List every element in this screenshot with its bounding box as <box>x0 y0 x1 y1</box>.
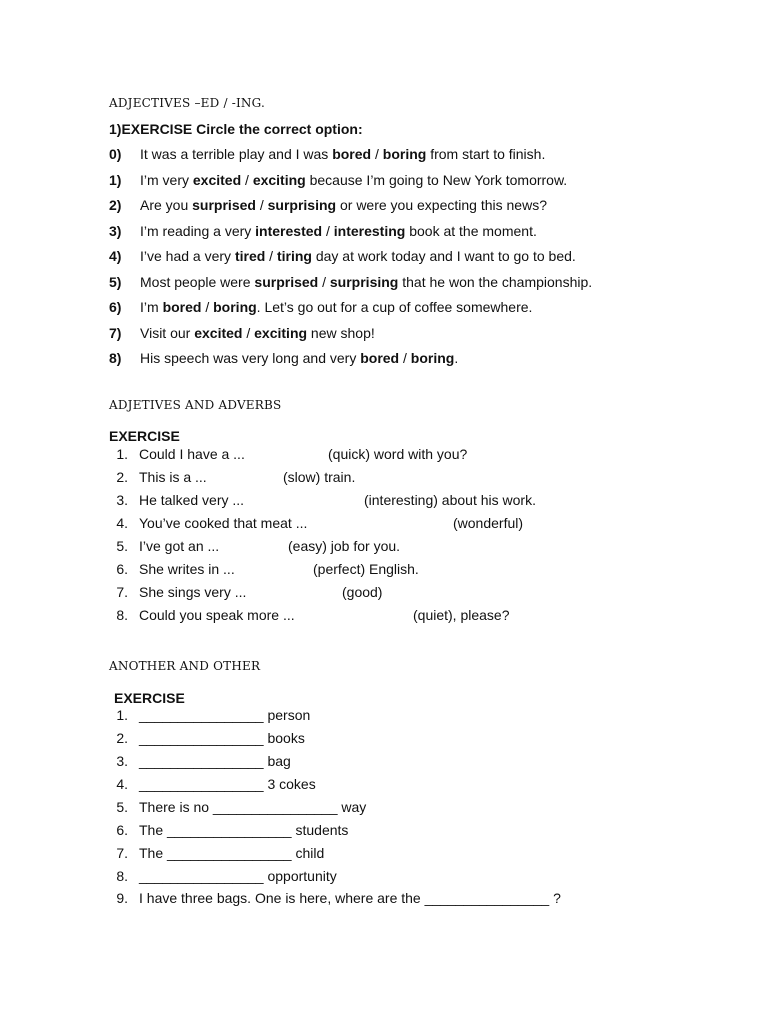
list-item: 8. Could you speak more ... (quiet), please? <box>116 607 510 623</box>
list-item: 5) Most people were surprised / surprising that he won the championship. <box>109 274 593 290</box>
list-item: 3) I’m reading a very interested / interesting book at the moment. <box>109 223 537 239</box>
list-item: 4) I’ve had a very tired / tiring day at work today and I want to go to bed. <box>109 248 576 264</box>
list-item: 0) It was a terrible play and I was bored / boring from start to finish. <box>109 146 546 162</box>
list-item: 6. She writes in ... (perfect) English. <box>116 561 419 577</box>
list-item: 9. I have three bags. One is here, where are the ________________ ? <box>116 890 561 906</box>
list-item: 2. ________________ books <box>116 730 305 746</box>
list-item: 1. Could I have a ... (quick) word with you? <box>116 446 468 462</box>
list-item: 6. The ________________ students <box>116 822 349 838</box>
list-item: 5. I’ve got an ... (easy) job for you. <box>116 538 401 554</box>
list-item: 4. ________________ 3 cokes <box>116 776 316 792</box>
section2-title: ADJETIVES AND ADVERBS <box>109 398 282 412</box>
list-item: 1) I’m very excited / exciting because I’m going to New York tomorrow. <box>109 172 568 188</box>
list-item: 8. ________________ opportunity <box>116 868 337 884</box>
section3-title: ANOTHER AND OTHER <box>109 659 261 673</box>
list-item: 3. He talked very ... (interesting) about his work. <box>116 492 536 508</box>
list-item: 7. The ________________ child <box>116 845 325 861</box>
list-item: 7. She sings very ... (good) <box>116 584 383 600</box>
list-item: 8) His speech was very long and very bored / boring. <box>109 350 459 366</box>
list-item: 1. ________________ person <box>116 707 311 723</box>
section1-exercise-label: 1)EXERCISE <box>109 121 193 137</box>
list-item: 2) Are you surprised / surprising or were you expecting this news? <box>109 197 547 213</box>
list-item: 6) I’m bored / boring. Let’s go out for a cup of coffee somewhere. <box>109 299 533 315</box>
section1-title: ADJECTIVES –ED / -ING. <box>109 96 265 110</box>
list-item: 5. There is no ________________ way <box>116 799 367 815</box>
list-item: 7) Visit our excited / exciting new shop! <box>109 325 375 341</box>
section1-exercise-heading <box>109 121 363 137</box>
list-item: 2. This is a ... (slow) train. <box>116 469 356 485</box>
list-item: 3. ________________ bag <box>116 753 291 769</box>
section1-exercise-instruction: Circle the correct option: <box>192 121 363 137</box>
list-item: 4. You’ve cooked that meat ... (wonderful) <box>116 515 524 531</box>
section3-exercise-label: EXERCISE <box>114 690 185 706</box>
section2-exercise-label: EXERCISE <box>109 428 180 444</box>
